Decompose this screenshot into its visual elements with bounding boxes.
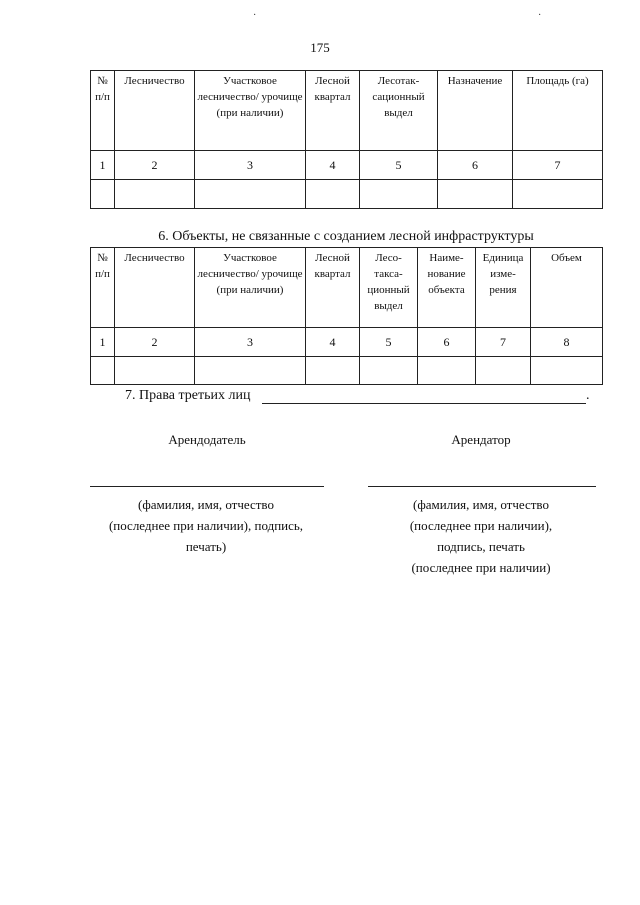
section-6-title: 6. Объекты, не связанные с созданием лесной инфраструктуры bbox=[158, 229, 534, 244]
header-cell: № п/п bbox=[91, 71, 115, 151]
table-empty-row bbox=[91, 357, 603, 385]
number-cell: 5 bbox=[360, 151, 438, 180]
empty-cell bbox=[513, 180, 603, 209]
table-number-row bbox=[91, 151, 603, 180]
header-cell: Участковое лесничество/ урочище (при наличии) bbox=[195, 71, 306, 151]
empty-cell bbox=[360, 357, 418, 385]
caption-line: подпись, печать bbox=[437, 539, 525, 554]
header-cell: Лесной квартал bbox=[306, 248, 360, 328]
caption-line: печать) bbox=[185, 539, 227, 554]
number-cell: 3 bbox=[195, 328, 306, 357]
tenant-title: Арендатор bbox=[451, 432, 511, 447]
header-cell: Участковое лесничество/ урочище (при наличии) bbox=[195, 248, 306, 328]
header-cell: Лесничество bbox=[115, 248, 195, 328]
scan-mark: · bbox=[538, 10, 542, 21]
section-7-end: . bbox=[586, 388, 590, 403]
number-cell: 2 bbox=[115, 328, 195, 357]
tenant-signature-line bbox=[368, 486, 596, 487]
page-number: 175 bbox=[310, 40, 330, 55]
empty-cell bbox=[195, 180, 306, 209]
number-cell: 2 bbox=[115, 151, 195, 180]
table-number-row bbox=[91, 328, 603, 357]
number-cell: 8 bbox=[531, 328, 603, 357]
rights-fill-line bbox=[262, 403, 586, 404]
empty-cell bbox=[91, 357, 115, 385]
empty-cell bbox=[115, 357, 195, 385]
landlord-signature-caption bbox=[72, 494, 340, 557]
empty-cell bbox=[306, 357, 360, 385]
caption-line: (последнее при наличии), подпись, bbox=[108, 518, 304, 533]
header-cell: Назначение bbox=[438, 71, 513, 151]
number-cell: 1 bbox=[91, 151, 115, 180]
header-cell: Лесной квартал bbox=[306, 71, 360, 151]
landlord-title: Арендодатель bbox=[168, 432, 246, 447]
number-cell: 3 bbox=[195, 151, 306, 180]
header-cell: Объем bbox=[531, 248, 603, 328]
empty-cell bbox=[195, 357, 306, 385]
header-cell: Лесничество bbox=[115, 71, 195, 151]
section-7-label: 7. Права третьих лиц bbox=[125, 388, 251, 403]
landlord-signature-line bbox=[90, 486, 324, 487]
number-cell: 6 bbox=[438, 151, 513, 180]
empty-cell bbox=[306, 180, 360, 209]
empty-cell bbox=[438, 180, 513, 209]
number-cell: 7 bbox=[513, 151, 603, 180]
table-empty-row bbox=[91, 180, 603, 209]
empty-cell bbox=[360, 180, 438, 209]
header-cell: Лесо-такса-ционный выдел bbox=[360, 248, 418, 328]
number-cell: 7 bbox=[476, 328, 531, 357]
number-cell: 4 bbox=[306, 328, 360, 357]
number-cell: 4 bbox=[306, 151, 360, 180]
header-cell: Единица изме-рения bbox=[476, 248, 531, 328]
header-cell: Площадь (га) bbox=[513, 71, 603, 151]
empty-cell bbox=[531, 357, 603, 385]
number-cell: 1 bbox=[91, 328, 115, 357]
caption-line: (фамилия, имя, отчество bbox=[138, 497, 274, 512]
area-table bbox=[90, 70, 603, 209]
table-header-row bbox=[91, 248, 603, 328]
table-header-row bbox=[91, 71, 603, 151]
caption-line: (последнее при наличии) bbox=[411, 560, 551, 575]
empty-cell bbox=[91, 180, 115, 209]
header-cell: Наиме-нование объекта bbox=[418, 248, 476, 328]
header-cell: № п/п bbox=[91, 248, 115, 328]
objects-table bbox=[90, 247, 603, 385]
scan-mark: · bbox=[253, 10, 257, 21]
tenant-signature-caption bbox=[352, 494, 610, 578]
number-cell: 5 bbox=[360, 328, 418, 357]
header-cell: Лесотак-сационный выдел bbox=[360, 71, 438, 151]
empty-cell bbox=[476, 357, 531, 385]
empty-cell bbox=[418, 357, 476, 385]
empty-cell bbox=[115, 180, 195, 209]
caption-line: (последнее при наличии), bbox=[409, 518, 553, 533]
caption-line: (фамилия, имя, отчество bbox=[413, 497, 549, 512]
number-cell: 6 bbox=[418, 328, 476, 357]
